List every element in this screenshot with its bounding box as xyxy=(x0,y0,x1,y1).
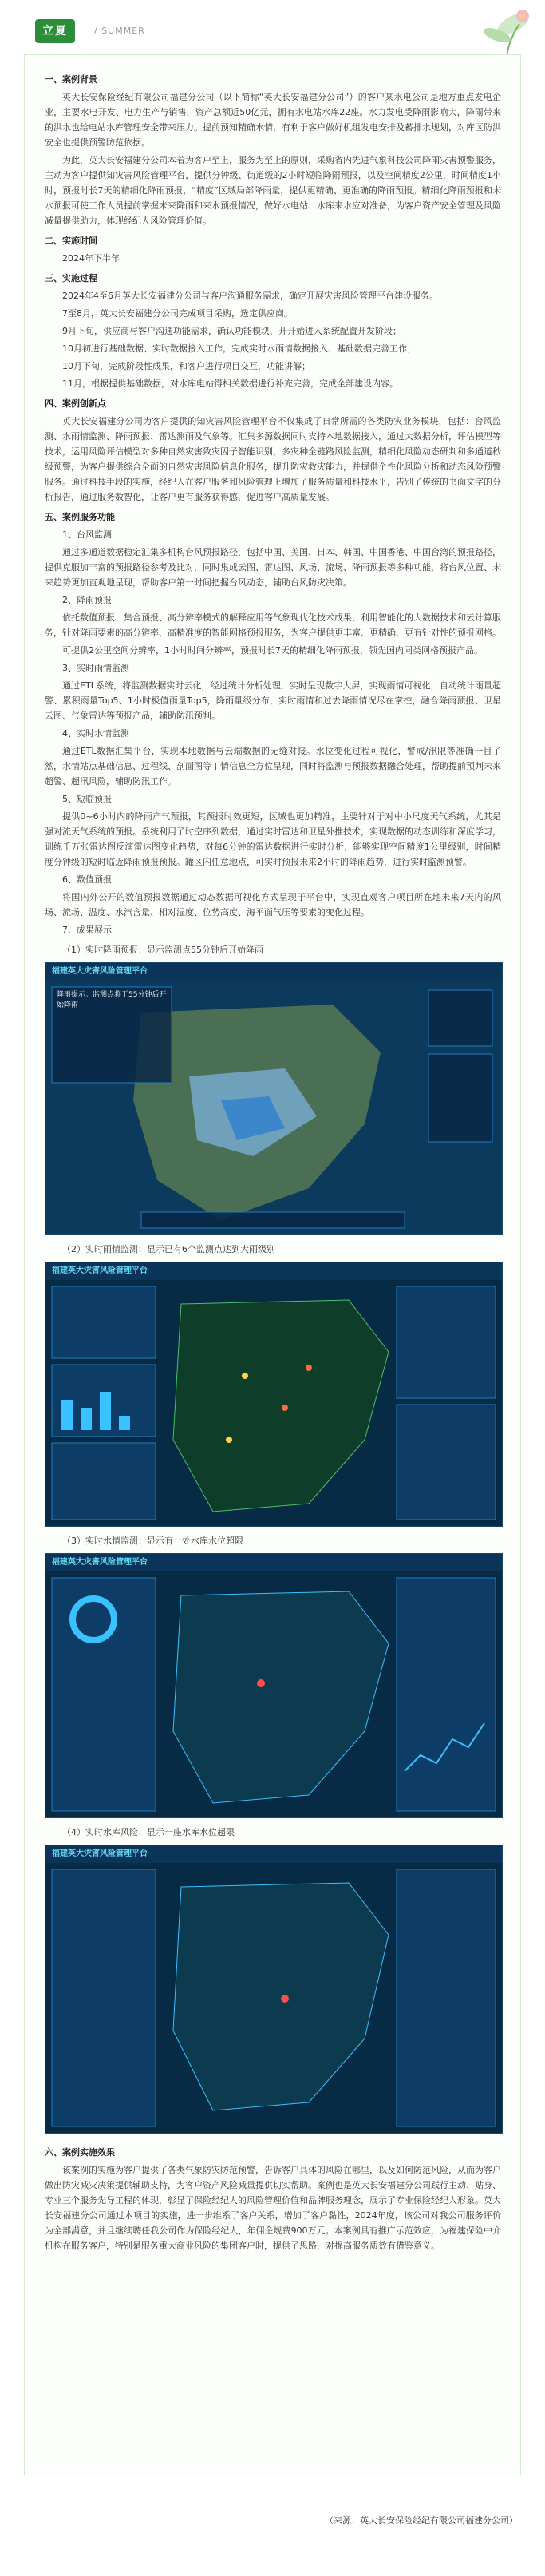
section-2-paragraph: 2024年下半年 xyxy=(62,253,120,264)
section-3-paragraph-5: 10月下旬，完成阶段性成果，和客户进行项目交互，功能讲解； xyxy=(62,361,310,371)
feature-2-paragraph-1: 依托数值预报、集合预报、高分辨率模式的解释应用等气象现代化技术成果，利用智能化的大数据技术和云计算服务，针对降雨要素的高分辨率、高精准度的智能网格预报服务，为客户提供更丰富、更精确、更有针对性的预报网格。 xyxy=(45,612,501,638)
feature-5-paragraph: 提供0~6小时内的降雨产气预报，其预报时效更短，区域也更加精准，主要针对于对中小尺度天气系统，尤其是强对流天气系统的预报。系统利用了时空序列数据，通过实时雷达和卫星外推技术，实现数据的动态训练和深度学习，训练千万张雷达图反演雷达图变化趋势，对每6分钟的雷达数据进行实时分析，能够实现空间精度1公里级别，时间精度分钟级的短时临近降雨预报预报。罐区内任意地点，可实时预报未来2小时的降雨趋势，进行实时监测预警。 xyxy=(45,811,501,867)
feature-2-title: 2、降雨预报 xyxy=(62,595,112,605)
section-2-heading: 二、实施时间 xyxy=(45,236,97,246)
feature-3-title: 3、实时雨情监测 xyxy=(62,663,129,673)
screenshot-reservoir-risk xyxy=(45,1845,503,2134)
feature-3-paragraph: 通过ETL系统，将监测数据实时云化，经过统计分析处理，实时呈现数字大屏，实现雨情可视化，自动统计雨量超警、累积雨量Top5、1小时极值雨量Top5，降雨量级分布，实时雨情和过去降雨情况尽在掌控，融合降雨预报、卫星云图、气象雷达等预报产品，辅助防汛预判。 xyxy=(45,680,501,721)
screenshot-3-title: 福建英大灾害风险管理平台 xyxy=(45,1554,502,1571)
section-3-heading: 三、实施过程 xyxy=(45,273,97,283)
section-4-paragraph: 英大长安福建分公司为客户提供的知灾害风险管理平台不仅集成了日常所需的各类防灾业务模块，包括：台风监测、水雨情监测、降雨预报、雷达测雨及气象等。汇集多源数据同时支持本地数据接入，通过大数据分析，评估模型等技术，运用风险评估模型对多种自然灾害致灾因子智能识别，多灾种全链路风险监测，精细化风险动态研判和多通道秒级预警，为客户提供综合全面的自然灾害风险信息化服务，提升防灾救灾能力，并提供个性化风险分析和动态风险预警服务。通过科技手段的实施，经纪人在客户服务和风险管理上增加了服务质量和科技水平，告别了传统的书面文字的分析报告，通过服务数智化，让客户更有服务获得感，促进客户高质量发展。 xyxy=(45,416,501,502)
screenshot-water-monitor xyxy=(45,1553,503,1818)
screenshot-rain-monitor xyxy=(45,1262,503,1527)
source-note: （来源：英大长安保险经纪有限公司福建分公司） xyxy=(325,2515,518,2526)
map-image xyxy=(45,1280,502,1526)
section-1-paragraph-1: 英大长安保险经纪有限公司福建分公司（以下简称“英大长安福建分公司”）的客户某水电公司是地方重点发电企业，主要水电开发、电力生产与销售，资产总额近50亿元，拥有水电站水库22座。水力发电受降雨影响大，降雨带来的洪水也给电站水库管理安全带来压力。提前预知精确水情，有利于客户做好机组发电安排及蓄排水规划，对库区防洪安全也提供预警防范依据。 xyxy=(45,92,501,148)
map-image xyxy=(45,981,502,1234)
screenshot-1-title: 福建英大灾害风险管理平台 xyxy=(45,963,502,981)
feature-6-title: 6、数值预报 xyxy=(62,874,112,885)
map-image xyxy=(45,1571,502,1817)
article-body xyxy=(45,67,501,2256)
season-badge: 立夏 xyxy=(35,19,75,43)
map-image xyxy=(45,1863,502,2133)
section-1-heading: 一、案例背景 xyxy=(45,74,97,85)
feature-4-title: 4、实时水情监测 xyxy=(62,728,129,739)
screenshot-2-title: 福建英大灾害风险管理平台 xyxy=(45,1262,502,1280)
section-6-heading: 六、案例实施效果 xyxy=(45,2147,115,2158)
section-3-paragraph-4: 10月初进行基础数据、实时数据接入工作，完成实时水雨情数据接入、基础数据完善工作； xyxy=(62,343,416,354)
screenshot-2-caption: （2）实时雨情监测：显示已有6个监测点达到大雨级别 xyxy=(62,1244,275,1254)
feature-7-title: 7、成果展示 xyxy=(62,925,112,935)
screenshot-4-title: 福建英大灾害风险管理平台 xyxy=(45,1845,502,1863)
screenshot-4-caption: （4）实时水库风险：显示一座水库水位超限 xyxy=(62,1827,235,1837)
section-3-paragraph-6: 11月，根据提供基础数据，对水库电站得相关数据进行补充完善，完成全部建设内容。 xyxy=(62,378,398,389)
feature-6-paragraph: 将国内外公开的数值预报数据通过动态数据可视化方式呈现于平台中，实现直观客户项目所在地未来7天内的风场、流场、温度、水汽含量、相对湿度、位势高度、海平面气压等要素的变化过程。 xyxy=(45,892,501,917)
feature-1-title: 1、台风监测 xyxy=(62,529,112,540)
screenshot-3-caption: （3）实时水情监测：显示有一处水库水位超限 xyxy=(62,1536,243,1546)
feature-5-title: 5、短临预报 xyxy=(62,794,112,804)
section-4-heading: 四、案例创新点 xyxy=(45,398,106,409)
screenshot-rain-forecast xyxy=(45,962,503,1235)
section-6-paragraph: 该案例的实施为客户提供了各类气象防灾防范预警，告诉客户具体的风险在哪里，以及如何防范风险，从而为客户做出防灾减灾决策提供辅助支持，为客户资产风险减量提供切实帮助。案例也是英大长安福建分公司践行主动、贴身、专业三个服务先导工程的体现，彰显了保险经纪人的风险管理价值和品牌服务理念，展示了专业保险经纪人形象。英大长安福建分公司通过本项目的实施，进一步维系了客户关系，增加了客户黏性，2024年度，该公司对我公司服务评价为全部满意，并且继续聘任我公司作为保险经纪人，年佣金规费900万元。本案例具有推广示范效应，为福建保险中介机构在服务客户，特别是服务重大商业风险的集团客户时，提供了思路，对提高服务质效有借鉴意义。 xyxy=(45,2165,501,2251)
section-3-paragraph-3: 9月下旬，供应商与客户沟通功能需求，确认功能模块，开开始进入系统配置开发阶段； xyxy=(62,326,401,336)
feature-2-paragraph-2: 可提供2公里空间分辨率，1小时时间分辨率，预报时长7天的精细化降雨预报，领先国内同类网格预报产品。 xyxy=(62,645,483,656)
season-tag: / SUMMER xyxy=(94,26,145,36)
section-5-heading: 五、案例服务功能 xyxy=(45,512,115,522)
screenshot-1-caption: （1）实时降雨预报：显示监测点55分钟后开始降雨 xyxy=(62,945,263,955)
section-1-paragraph-2: 为此，英大长安福建分公司本着为客户至上，服务为至上的原则，采购省内先进气象科技公司降雨灾害预警服务，主动为客户提供知灾害风险管理平台，提供分钟级、街道级的2小时短临降雨预报，以及空间精度2公里，时间精度1小时，预报时长7天的精细化降雨预报，“精度”区域局部降雨量，提供更精确、更准确的降雨预报。精细化降雨预报和未水预报可使工作人员提前掌握未来降雨和来水预报情况，做好水电站、水库来水应对准备，为客户资产安全管理及风险减量提供助力，体现经纪人风险管理价值。 xyxy=(45,155,501,226)
feature-1-paragraph: 通过多通道数据稳定汇集多机构台风预报路径，包括中国、美国、日本、韩国、中国香港、中国台湾的预报路径，提供克服加丰富的预报路径参考及比对，同时集成云图、雷达图、风场、流场、降雨预报等多种功能，将台风位置、未来趋势更加直观地呈现，帮助客户第一时间把握台风动态，辅助台风防灾决策。 xyxy=(45,547,501,588)
section-3-paragraph-1: 2024年4至6月英大长安福建分公司与客户沟通服务需求，确定开展灾害风险管理平台建设服务。 xyxy=(62,291,438,301)
feature-4-paragraph: 通过ETL数据汇集平台，实现本地数据与云端数据的无缝对接。水位变化过程可视化，警戒/汛限等准确一目了然，水情站点基础信息、过程线、剖面图等丁情信息全方位呈现，同时将监测与预报数据融合处理，帮助提前预判未来超警、超汛风险，辅助防汛工作。 xyxy=(45,746,501,787)
section-3-paragraph-2: 7至8月，英大长安福建分公司完成项目采购，选定供应商。 xyxy=(62,308,293,319)
rain-alert-popup: 降雨提示：监测点将于55分钟后开始降雨 xyxy=(57,991,167,1009)
